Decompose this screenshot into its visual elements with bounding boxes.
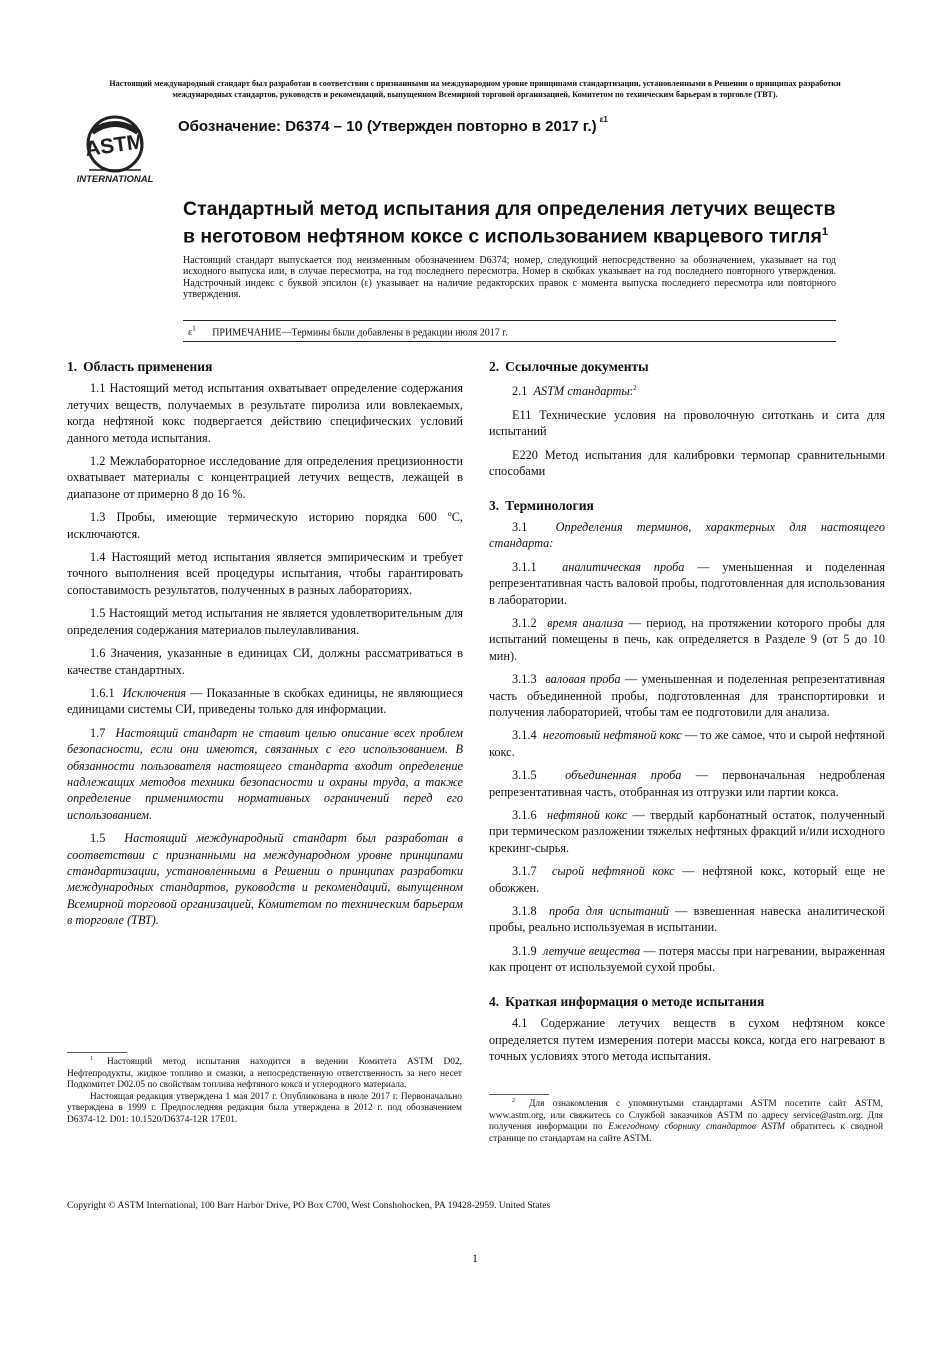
astm-logo [74,112,156,188]
left-column [67,359,463,936]
title-line-1: Стандартный метод испытания для определения летучих веществ [183,198,836,220]
para-1-5: 1.5 Настоящий метод испытания не является удовлетворительным для определения содержания материалов пылеулавливания. [67,606,463,637]
footnote-2: $^2$ Для ознакомления с упомянутыми стандартами ASTM посетите сайт ASTM, www.astm.org, или свяжитесь со Службой заказчиков ASTM по адресу service@astm.org. Для получения информации по Ежегодному сборнику стандартов ASTM обратитесь к сводной странице по стандартам на сайте ASTM. [489,1098,884,1144]
term-3-1-6: 3.1.6 нефтяной кокс — твердый карбонатный остаток, полученный при термическом разложении тяжелых нефтяных фракций и/или исходного крекинг-сырья. [489,808,885,855]
designation-text: Обозначение: D6374 – 10 (Утвержден повторно в 2017 г.) [178,118,597,135]
notice-line-1: Настоящий международный стандарт был разработан в соответствии с признанными на международном уровне принципами стандартизации, установленными в Решении о принципах разработки [109,79,841,88]
ref-e220: E220 Метод испытания для калибровки термопар сравнительными способами [489,447,885,479]
intro-paragraph: Настоящий стандарт выпускается под неизменным обозначением D6374; номер, следующий непосредственно за обозначением, указывает на год исходного выпуска или, в случае пересмотра, на год последнего пересмотра. Номер в скобках указывает на год последнего повторного утверждения. Надстрочный индекс с буквой эпсилон (ε) указывает на наличие редакторских правок с момента выпуска последнего пересмотра или повторного утверждения. [183,255,836,300]
term-3-1-9: 3.1.9 летучие вещества — потеря массы при нагревании, выраженная как процент от используемой сухой пробы. [489,943,885,975]
section-1-heading: 1. Область применения [67,359,213,374]
designation [178,115,608,135]
term-3-1-7: 3.1.7 сырой нефтяной кокс — нефтяной кокс, который еще не обожжен. [489,864,885,895]
page-number: 1 [472,1251,478,1265]
divider-top [183,320,836,321]
designation-sup: ε1 [599,115,608,124]
copyright: Copyright © ASTM International, 100 Barr Harbor Drive, PO Box C700, West Conshohocken, PA 19428-2959. United States [67,1200,551,1211]
para-1-7: 1.7 Настоящий стандарт не ставит целью описание всех проблем безопасности, если они имеются, связанных с его использованием. В обязанности пользователя настоящего стандарта входит определение надлежащих методов техники безопасности и охраны труда, а также определение применимости нормативных ограничений перед его использованием. [67,725,463,822]
section-3-heading: 3. Терминология [489,497,594,513]
para-1-6-1: 1.6.1 Исключения — Показанные в скобках единицы, не являющиеся единицами системы СИ, приведены только для информации. [67,685,463,717]
para-1-1: 1.1 Настоящий метод испытания охватывает определение содержания летучих веществ, получаемых в результате пиролиза или вовлекаемых, когда нефтяной кокс подвергается действию специфических условий данного метода испытания. [67,381,463,445]
para-1-2: 1.2 Межлабораторное исследование для определения прецизионности охватывает материалы с концентрацией летучих веществ, лежащей в диапазоне от примерно 8 до 16 %. [67,454,463,501]
divider-bottom [183,341,836,342]
section-4-heading: 4. Краткая информация о методе испытания [489,993,765,1009]
epsilon-mark: ε [188,327,193,339]
term-3-1-3: 3.1.3 валовая проба — уменьшенная и поделенная репрезентативная часть объединенной пробы, подготовленная для транспортировки и получения лабораторией, чтобы там ее подготовили для анализа. [489,672,885,719]
title-line-2: в неготовом нефтяном коксе с использованием кварцевого тигля [183,225,822,248]
term-3-1-4: 3.1.4 неготовый нефтяной кокс — то же самое, что и сырой нефтяной кокс. [489,728,886,759]
document-title [183,198,863,249]
ref-e11: E11 Технические условия на проволочную ситоткань и сита для испытаний [489,407,885,439]
footnote-rule-left [67,1052,127,1053]
notice-line-2: международных стандартов, руководств и рекомендаций, выпущенном Всемирной торговой организацией, Комитетом по техническим барьерам в торговле (ТВТ). [172,90,778,99]
footnote-1: $^1$ Настоящий метод испытания находится в ведении Комитета ASTM D02, Нефтепродукты, жидкое топливо и смазки, а непосредственную ответственность за него несет Подкомитет D02.05 по свойствам топлива нефтяного кокса и углеродного материала. Настоящая редакция утверждена 1 мая 2017 г. Опубликована в июле 2017 г. Первоначально утверждена в 1999 г. Предпоследняя редакция была утверждена в 2012 г. под обозначением D6374-12. D01: 10.1520/D6374-12R 17E01. [67,1056,462,1125]
logo-top-text: ASTM [83,129,146,162]
standard-notice [60,78,890,100]
para-2-1: 2.1 ASTM стандарты:$^2$ [512,384,637,399]
para-1-3: 1.3 Пробы, имеющие термическую историю порядка 600 ºС, исключаются. [67,510,463,541]
footnote-rule-right [489,1094,549,1095]
term-3-1-1: 3.1.1 аналитическая проба — уменьшенная и поделенная репрезентативная часть валовой пробы, подготовленная для использования в лаборатории. [489,559,885,607]
term-3-1-8: 3.1.8 проба для испытаний — взвешенная навеска аналитической пробы, реально используемая в испытании. [489,904,885,935]
para-4-1: 4.1 Содержание летучих веществ в сухом нефтяном коксе определяется путем измерения потери массы кокса, когда его нагревают в точных условиях этого метода испытания. [489,1016,885,1063]
section-2-heading: 2. Ссылочные документы [489,359,649,374]
para-1-6: 1.6 Значения, указанные в единицах СИ, должны рассматриваться в качестве стандартных. [67,646,463,677]
term-3-1-2: 3.1.2 время анализа — период, на протяжении которого пробы для испытаний помещены в печь, как определяется в Разделе 9 (от 5 до 10 мин). [489,615,885,663]
para-3-1: 3.1 Определения терминов, характерных для настоящего стандарта: [489,519,885,551]
title-sup: 1 [821,226,828,238]
right-column [489,359,885,1071]
epsilon-mark-sup: 1 [192,325,196,333]
para-1-5-wto: 1.5 Настоящий международный стандарт был разработан в соответствии с признанными на международном уровне принципами стандартизации, установленными в Решении о принципах разработки международных стандартов, руководств и рекомендаций, выпущенном Всемирной торговой организацией, Комитетом по техническим барьерам в торговле (ТВТ). [67,831,463,928]
epsilon-note [188,325,508,338]
epsilon-note-text: ПРИМЕЧАНИЕ—Термины были добавлены в редакции июля 2017 г. [212,327,508,339]
logo-bottom-text: INTERNATIONAL [76,174,154,185]
para-1-4: 1.4 Настоящий метод испытания является эмпирическим и требует точного выполнения всей процедуры испытания, чтобы гарантировать сопоставимость результатов, полученных в разных лабораториях. [67,550,463,597]
term-3-1-5: 3.1.5 объединенная проба — первоначальная недробленая репрезентативная часть, отобранная из отгрузки или партии кокса. [489,768,885,799]
